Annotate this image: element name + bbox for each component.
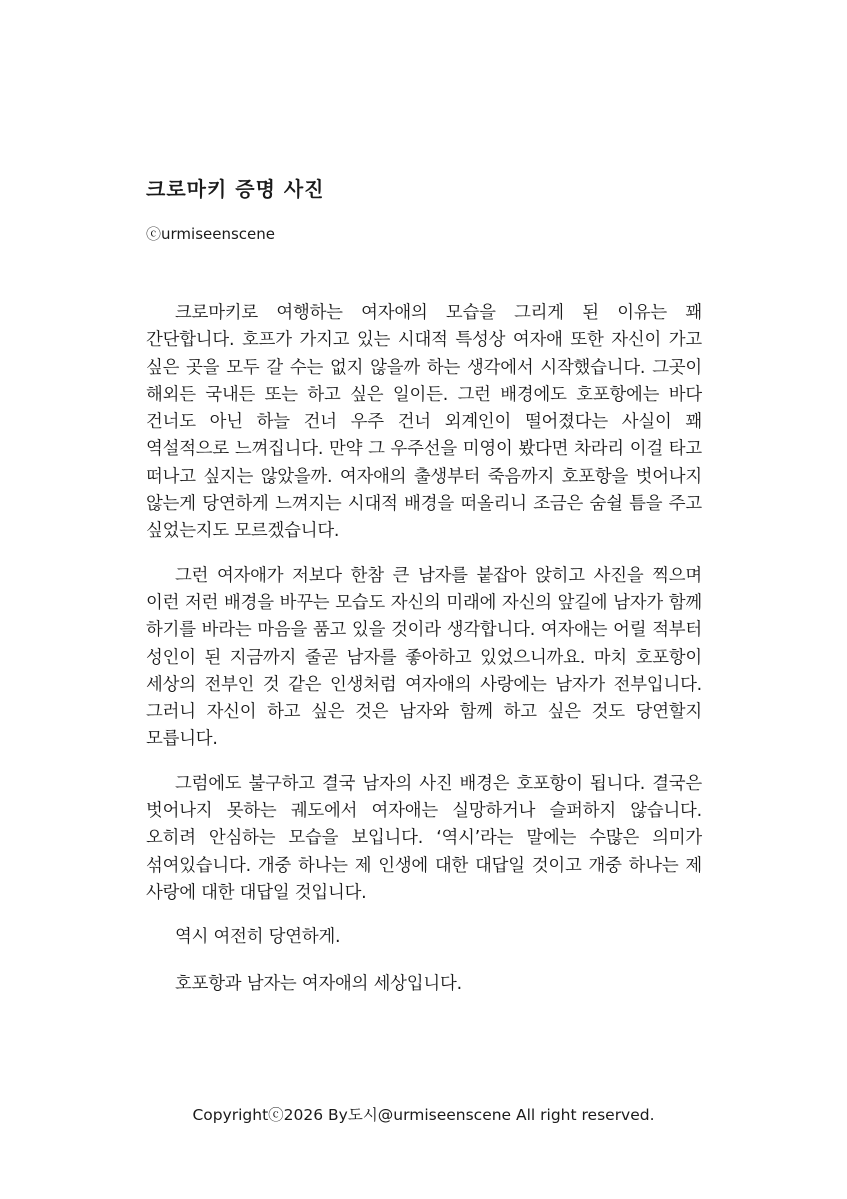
body-paragraph: 그런 여자애가 저보다 한참 큰 남자를 붙잡아 앉히고 사진을 찍으며 이런 저런 배경을 바꾸는 모습도 자신의 미래에 자신의 앞길에 남자가 함께 하기를 바라는 마음을 품고 있을 것이라 생각합니다. 여자애는 어릴 적부터 성인이 된 지금까지 줄곧 남자를 좋아하고 있었으니까요. 마치 호포항이 세상의 전부인 것 같은 인생처럼 여자애의 사랑에는 남자가 전부입니다. 그러니 자신이 하고 싶은 것은 남자와 함께 하고 싶은 것도 당연할지 모릅니다. [146, 565, 702, 750]
body-paragraph: 역시 여전히 당연하게. [175, 927, 341, 948]
body-paragraph: 그럼에도 불구하고 결국 남자의 사진 배경은 호포항이 됩니다. 결국은 벗어나지 못하는 궤도에서 여자애는 실망하거나 슬퍼하지 않습니다. 오히려 안심하는 모습을 보입니다. ‘역시’라는 말에는 수많은 의미가 섞여있습니다. 개중 하나는 제 인생에 대한 대답일 것이고 개중 하나는 제 사랑에 대한 대답일 것입니다. [146, 773, 702, 903]
author-byline: ⓒurmiseenscene [146, 225, 275, 243]
body-paragraph: 호포항과 남자는 여자애의 세상입니다. [175, 973, 462, 994]
copyright-footer: Copyrightⓒ2026 By도시@urmiseenscene All right reserved. [192, 1106, 655, 1124]
body-paragraph: 크로마키로 여행하는 여자애의 모습을 그리게 된 이유는 꽤 간단합니다. 호프가 가지고 있는 시대적 특성상 여자애 또한 자신이 가고 싶은 곳을 모두 갈 수는 없지 않을까 하는 생각에서 시작했습니다. 그곳이 해외든 국내든 또는 하고 싶은 일이든. 그런 배경에도 호포항에는 바다 건너도 아닌 하늘 건너 우주 건너 외계인이 떨어졌다는 사실이 꽤 역설적으로 느껴집니다. 만약 그 우주선을 미영이 봤다면 차라리 이걸 타고 떠나고 싶지는 않았을까. 여자애의 출생부터 죽음까지 호포항을 벗어나지 않는게 당연하게 느껴지는 시대적 배경을 떠올리니 조금은 숨쉴 틈을 주고 싶었는지도 모르겠습니다. [146, 303, 702, 542]
document-body [146, 300, 702, 1017]
document-title: 크로마키 증명 사진 [146, 177, 325, 201]
